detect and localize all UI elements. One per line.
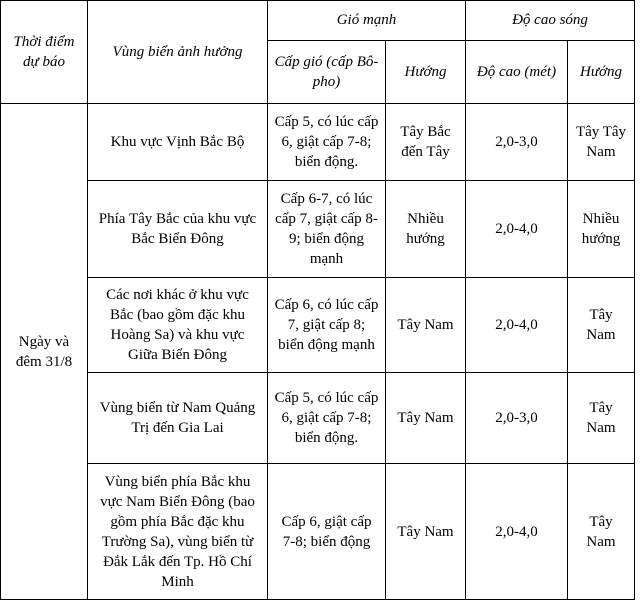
wave-direction-text: Tây Tây Nam [575,124,627,160]
region-cell [88,181,268,278]
wave-direction-cell [568,181,635,278]
region-text: Phía Tây Bắc của khu vực Bắc Biển Đông [98,211,257,247]
time-cell [1,104,88,600]
header-wave-direction [568,40,635,103]
region-cell [88,278,268,373]
table-row [1,373,635,464]
wind-level-cell [268,104,386,181]
region-text: Vùng biển từ Nam Quảng Trị đến Gia Lai [99,400,256,436]
region-text: Các nơi khác ở khu vực Bắc (bao gồm đặc khu Hoàng Sa) và khu vực Giữa Biển Đông [106,287,249,363]
wind-direction-text: Tây Bắc đến Tây [400,124,451,160]
wind-level-text: Cấp 5, có lúc cấp 6, giật cấp 7-8; biển động. [274,114,379,170]
wave-height-cell [466,464,568,600]
wind-direction-cell [386,373,466,464]
wind-level-text: Cấp 6, có lúc cấp 7, giật cấp 8; biển động mạnh [274,297,379,353]
wave-height-text: 2,0-3,0 [495,410,538,426]
wind-level-text: Cấp 6, giật cấp 7-8; biển động [281,513,372,550]
wind-level-cell [268,181,386,278]
wave-direction-text: Tây Nam [586,307,616,343]
wave-direction-text: Tây Nam [586,513,616,550]
header-wind-level-label: Cấp gió (cấp Bô-pho) [274,53,379,90]
wind-direction-text: Tây Nam [397,317,454,333]
wind-level-text: Cấp 5, có lúc cấp 6, giật cấp 7-8; biển động. [274,390,379,446]
wind-direction-text: Tây Nam [397,410,454,426]
wind-direction-cell [386,104,466,181]
table-row [1,181,635,278]
wave-direction-text: Nhiều hướng [581,211,621,247]
wave-height-text: 2,0-4,0 [495,221,538,237]
wave-height-cell [466,104,568,181]
header-region [88,1,268,104]
wave-direction-cell [568,373,635,464]
wind-level-text: Cấp 6-7, có lúc cấp 7, giật cấp 8-9; biển động mạnh [275,191,378,267]
table-row [1,278,635,373]
table-row [1,104,635,181]
header-strong-wind-label: Gió mạnh [336,12,397,29]
header-wave-height [466,1,635,41]
region-cell [88,373,268,464]
wave-height-text: 2,0-3,0 [495,134,538,150]
region-text: Khu vực Vịnh Bắc Bộ [110,134,245,150]
wave-height-text: 2,0-4,0 [495,523,538,540]
header-wind-direction-label: Hướng [404,63,447,80]
header-row-top [1,1,635,41]
wave-direction-cell [568,278,635,373]
header-time [1,1,88,104]
header-time-label: Thời điểm dự báo [13,34,75,70]
wave-direction-cell [568,104,635,181]
time-value: Ngày và đêm 31/8 [15,333,73,370]
region-cell [88,464,268,600]
table-row [1,464,635,600]
header-strong-wind [268,1,466,41]
wave-direction-text: Tây Nam [586,400,616,436]
wave-height-cell [466,278,568,373]
wave-height-cell [466,373,568,464]
header-wave-height-label: Độ cao sóng [512,12,588,29]
wave-direction-cell [568,464,635,600]
header-height-label: Độ cao (mét) [476,63,557,80]
header-wind-direction [386,40,466,103]
wave-height-cell [466,181,568,278]
header-height [466,40,568,103]
header-region-label: Vùng biển ảnh hưởng [112,44,243,60]
region-text: Vùng biển phía Bắc khu vực Nam Biển Đông (bao gồm phía Bắc đặc khu Trường Sa), vùng biển từ Đắk Lắk đến Tp. Hồ Chí Minh [100,473,255,590]
header-wave-direction-label: Hướng [579,63,623,80]
region-cell [88,104,268,181]
wind-direction-cell [386,464,466,600]
wind-direction-text: Tây Nam [397,523,454,540]
wind-level-cell [268,278,386,373]
wave-height-text: 2,0-4,0 [495,317,538,333]
wind-direction-cell [386,278,466,373]
wind-level-cell [268,464,386,600]
wind-direction-cell [386,181,466,278]
wind-direction-text: Nhiều hướng [406,211,445,247]
header-wind-level [268,40,386,103]
wind-level-cell [268,373,386,464]
